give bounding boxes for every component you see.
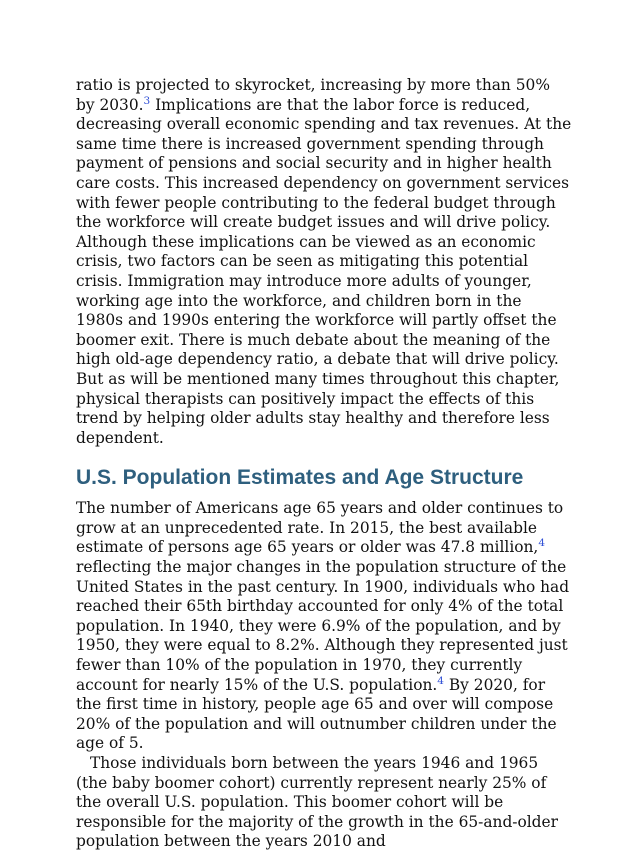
paragraph-text: ratio is projected to skyrocket, increasing by more than 50% by 2030. bbox=[76, 76, 550, 114]
paragraph-text: The number of Americans age 65 years and older continues to grow at an unprecedented rate. In 2015, the best available estimate of persons age 65 years or older was 47.8 million, bbox=[76, 499, 564, 557]
body-paragraph bbox=[76, 754, 572, 852]
footnote-reference-link[interactable]: 4 bbox=[538, 537, 545, 550]
document-page bbox=[76, 76, 572, 852]
body-paragraph bbox=[76, 76, 572, 448]
paragraph-text: reflecting the major changes in the population structure of the United States in the past century. In 1900, individuals who had reached their 65th birthday accounted for only 4% of the total population. In 1940, they were 6.9% of the population, and by 1950, they were equal to 8.2%. Although they represented just fewer than 10% of the population in 1970, they currently account for nearly 15% of the U.S. population. bbox=[76, 558, 570, 694]
footnote-reference-link[interactable]: 3 bbox=[143, 94, 151, 107]
section-heading: U.S. Population Estimates and Age Structure bbox=[76, 466, 524, 490]
footnote-reference-link[interactable]: 4 bbox=[437, 674, 444, 687]
paragraph-text: By 2020, for the first time in history, people age 65 and over will compose 20% of the population and will outnumber children under the age of 5. bbox=[76, 675, 557, 753]
paragraph-text: Implications are that the labor force is reduced, decreasing overall economic spending and tax revenues. At the same time there is increased government spending through payment of pensions and social security and in higher health care costs. This increased dependency on government services with fewer people contributing to the federal budget through the workforce will create budget issues and will drive policy. Although these implications can be viewed as an economic crisis, two factors can be seen as mitigating this potential crisis. Immigration may introduce more adults of younger, working age into the workforce, and children born in the 1980s and 1990s entering the workforce will partly offset the boomer exit. There is much debate about the meaning of the high old-age dependency ratio, a debate that will drive policy. But as will be mentioned many times throughout this chapter, physical therapists can positively impact the effects of this trend by helping older adults stay healthy and therefore less dependent. bbox=[76, 95, 572, 447]
paragraph-text: Those individuals born between the years 1946 and 1965 (the baby boomer cohort) currently represent nearly 25% of the overall U.S. population. This boomer cohort will be responsible for the majority of the growth in the 65-and-older population between the years 2010 and bbox=[76, 754, 559, 851]
body-paragraph bbox=[76, 499, 572, 754]
